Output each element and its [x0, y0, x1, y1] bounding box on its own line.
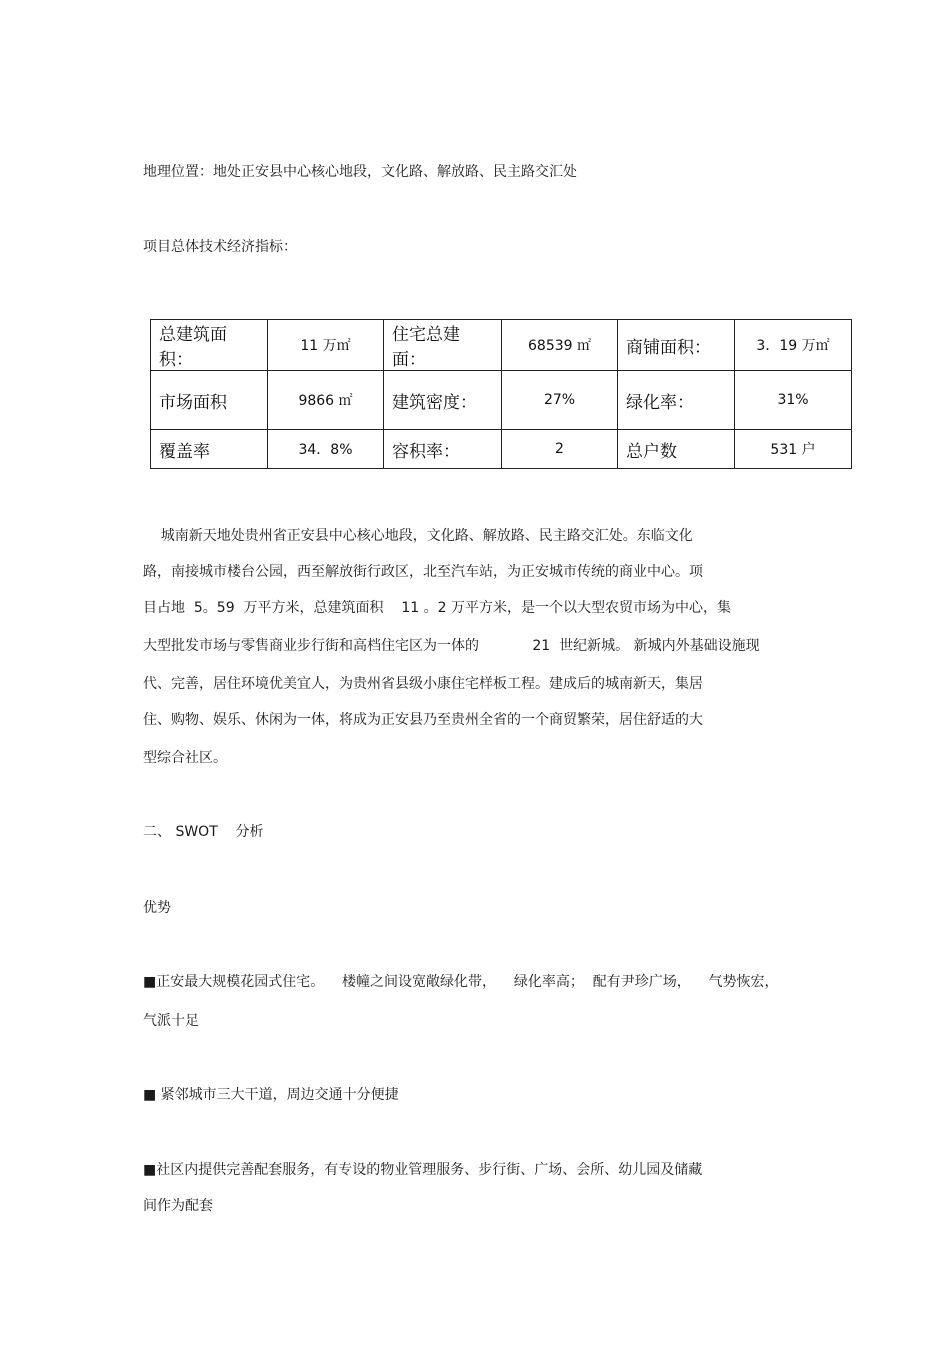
table-label: 建筑密度： — [384, 371, 502, 430]
paragraph-line: 代、完善，居住环境优美宜人，为贵州省县级小康住宅样板工程。建成后的城南新天，集居 — [143, 676, 703, 692]
indicators-table — [150, 319, 852, 469]
strengths-heading: 优势 — [143, 900, 171, 916]
paragraph-line: 城南新天地处贵州省正安县中心核心地段，文化路、解放路、民主路交汇处。东临文化 — [143, 528, 693, 544]
swot-heading: 二、 SWOT 分析 — [143, 824, 264, 840]
location-line: 地理位置：地处正安县中心核心地段，文化路、解放路、民主路交汇处 — [143, 164, 577, 180]
table-value: 68539 ㎡ — [502, 320, 618, 371]
table-label: 住宅总建面： — [384, 320, 502, 371]
table-label: 商铺面积： — [618, 320, 735, 371]
table-label: 覆盖率 — [151, 430, 268, 469]
paragraph-line: 型综合社区。 — [143, 750, 227, 766]
table-row — [151, 430, 852, 469]
table-value: 531 户 — [735, 430, 852, 469]
table-value: 31% — [735, 371, 852, 430]
table-label: 总户数 — [618, 430, 735, 469]
table-value: 11 万㎡ — [268, 320, 384, 371]
list-item: ■社区内提供完善配套服务，有专设的物业管理服务、步行街、广场、会所、幼儿园及储藏 — [143, 1162, 703, 1178]
table-label: 容积率： — [384, 430, 502, 469]
indicators-title: 项目总体技术经济指标： — [143, 239, 297, 255]
list-item: ■正安最大规模花园式住宅。 楼幢之间设宽敞绿化带， 绿化率高； 配有尹珍广场， 气势恢宏， — [143, 974, 779, 990]
table-value: 3．19 万㎡ — [735, 320, 852, 371]
table-label: 市场面积 — [151, 371, 268, 430]
table-row — [151, 371, 852, 430]
table-label: 总建筑面积： — [151, 320, 268, 371]
table-value: 2 — [502, 430, 618, 469]
list-item-continuation: 间作为配套 — [143, 1198, 213, 1214]
paragraph-line: 住、购物、娱乐、休闲为一体，将成为正安县乃至贵州全省的一个商贸繁荣，居住舒适的大 — [143, 712, 703, 728]
list-item: ■ 紧邻城市三大干道，周边交通十分便捷 — [143, 1087, 399, 1103]
table-value: 9866 ㎡ — [268, 371, 384, 430]
paragraph-line: 路，南接城市楼台公园，西至解放街行政区，北至汽车站，为正安城市传统的商业中心。项 — [143, 564, 703, 580]
paragraph-line: 大型批发市场与零售商业步行街和高档住宅区为一体的 21 世纪新城。 新城内外基础设施现 — [143, 638, 760, 654]
table-value: 27% — [502, 371, 618, 430]
paragraph-line: 目占地 5。59 万平方米，总建筑面积 11 。2 万平方米，是一个以大型农贸市场为中心，集 — [143, 600, 731, 616]
list-item-continuation: 气派十足 — [143, 1013, 199, 1029]
table-value: 34．8% — [268, 430, 384, 469]
table-row — [151, 320, 852, 371]
table-label: 绿化率： — [618, 371, 735, 430]
